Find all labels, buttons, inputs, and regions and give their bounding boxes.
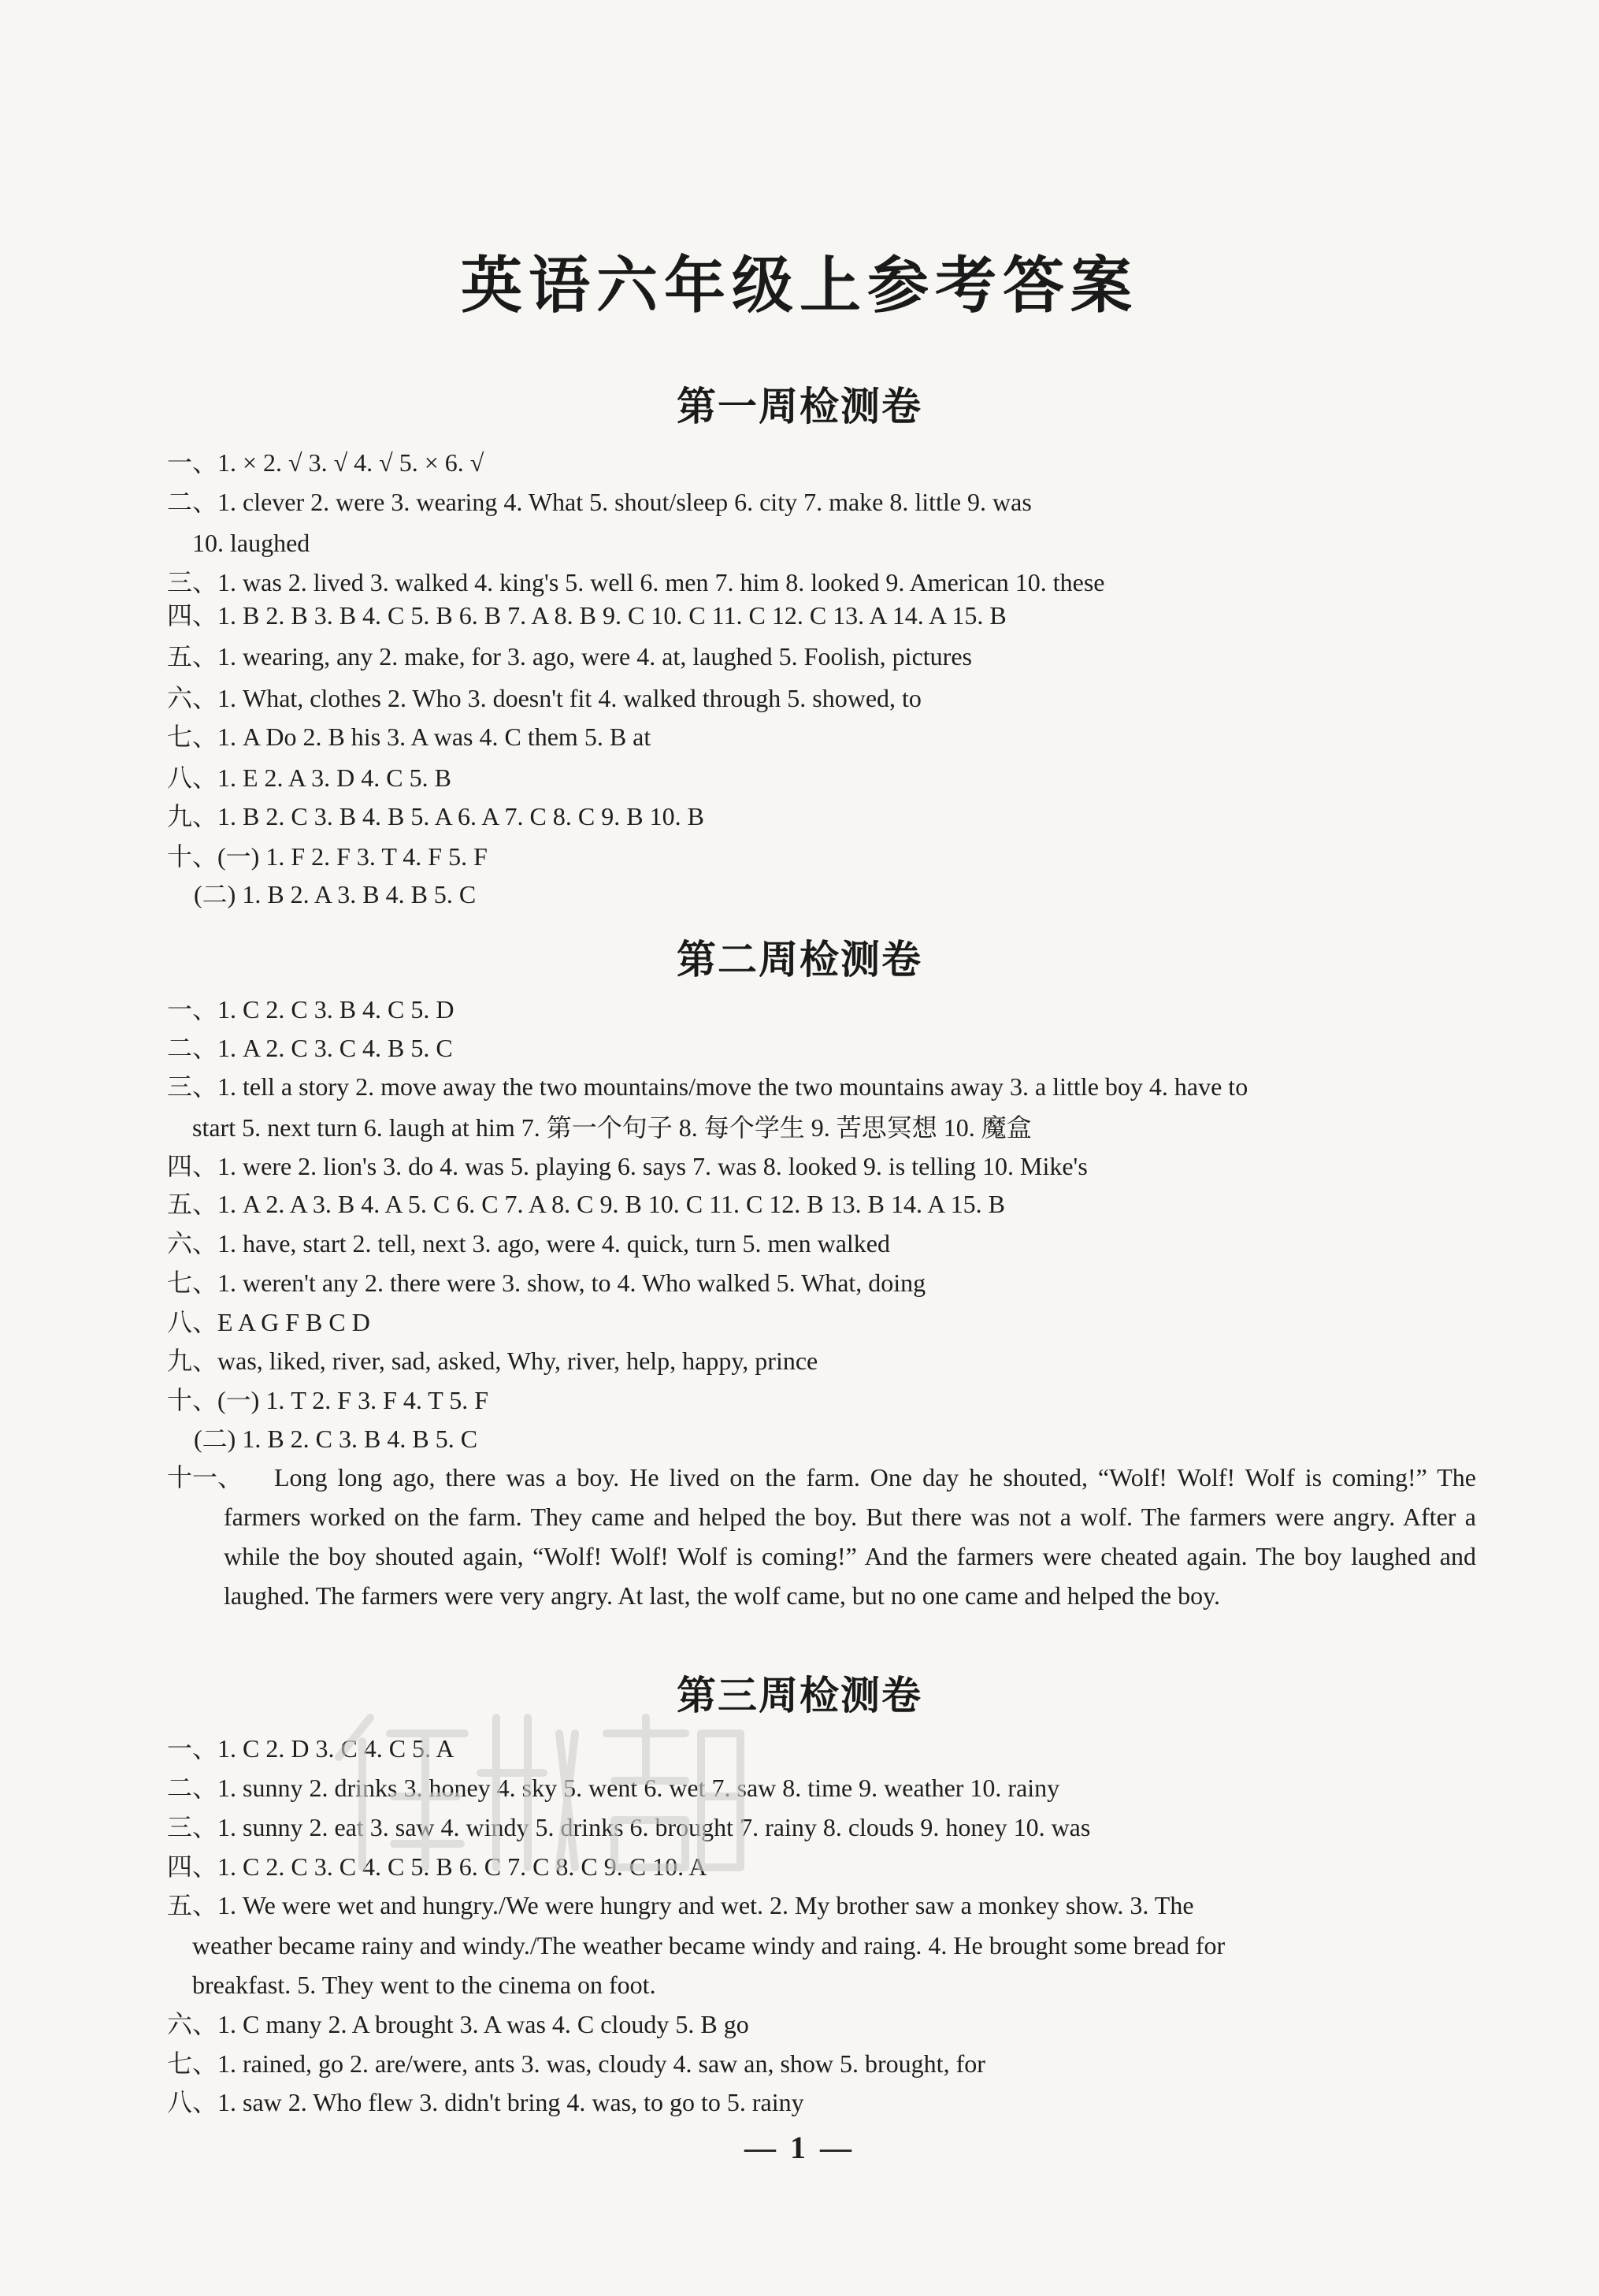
week1-line-10: 九、1. B 2. C 3. B 4. B 5. A 6. A 7. C 8. C 9. B 10. B — [167, 802, 704, 830]
week1-line-5: 四、1. B 2. B 3. B 4. C 5. B 6. B 7. A 8. B 9. C 10. C 11. C 12. C 13. A 14. A 15. B — [167, 601, 1007, 630]
week2-line-7: 六、1. have, start 2. tell, next 3. ago, were 4. quick, turn 5. men walked — [167, 1229, 890, 1258]
week1-line-1: 一、1. × 2. √ 3. √ 4. √ 5. × 6. √ — [167, 448, 484, 477]
week3-line-7: breakfast. 5. They went to the cinema on foot. — [192, 1971, 656, 1999]
page-title: 英语六年级上参考答案 — [460, 251, 1138, 321]
week3-line-3: 三、1. sunny 2. eat 3. saw 4. windy 5. drinks 6. brought 7. rainy 8. clouds 9. honey 10. was — [167, 1813, 1091, 1841]
week1-line-11: 十、(一) 1. F 2. F 3. T 4. F 5. F — [167, 842, 488, 871]
week3-line-5: 五、1. We were wet and hungry./We were hungry and wet. 2. My brother saw a monkey show. 3. The — [167, 1891, 1194, 1919]
week3-line-8: 六、1. C many 2. A brought 3. A was 4. C cloudy 5. B go — [167, 2010, 749, 2038]
week2-line-2: 二、1. A 2. C 3. C 4. B 5. C — [167, 1034, 453, 1062]
week3-line-10: 八、1. saw 2. Who flew 3. didn't bring 4. was, to go to 5. rainy — [167, 2088, 804, 2116]
week1-heading: 第一周检测卷 — [677, 383, 922, 429]
week2-line-5: 四、1. were 2. lion's 3. do 4. was 5. playing 6. says 7. was 8. looked 9. is telling 10. Mike's — [167, 1152, 1088, 1180]
week1-line-2: 二、1. clever 2. were 3. wearing 4. What 5. shout/sleep 6. city 7. make 8. little 9. was — [167, 488, 1032, 516]
week2-line-6: 五、1. A 2. A 3. B 4. A 5. C 6. C 7. A 8. C 9. B 10. C 11. C 12. B 13. B 14. A 15. B — [167, 1190, 1005, 1218]
week2-essay: Long long ago, there was a boy. He lived on the farm. One day he shouted, “Wolf! Wolf! Wolf is coming!” The farmers worked on the farm. They came and helped the boy. But there was not a wolf. The farmers were angry. After a while the boy shouted again, “Wolf! Wolf! Wolf is coming!” And the farmers were cheated again. The boy laughed and laughed. The farmers were very angry. At last, the wolf came, but no one came and helped the boy. — [224, 1463, 1476, 1610]
week1-line-7: 六、1. What, clothes 2. Who 3. doesn't fit 4. walked through 5. showed, to — [167, 684, 922, 712]
week3-heading: 第三周检测卷 — [677, 1672, 922, 1718]
week2-line-11: 十、(一) 1. T 2. F 3. F 4. T 5. F — [167, 1386, 489, 1414]
week3-line-1: 一、1. C 2. D 3. C 4. C 5. A — [167, 1734, 454, 1763]
week2-essay-label: 十一、 — [167, 1463, 243, 1492]
week2-heading: 第二周检测卷 — [677, 936, 922, 983]
week3-line-2: 二、1. sunny 2. drinks 3. honey 4. sky 5. went 6. wet 7. saw 8. time 9. weather 10. rainy — [167, 1774, 1060, 1802]
week2-line-8: 七、1. weren't any 2. there were 3. show, to 4. Who walked 5. What, doing — [167, 1269, 926, 1297]
week1-line-3: 10. laughed — [192, 529, 310, 557]
week2-line-9: 八、E A G F B C D — [167, 1308, 370, 1336]
week3-line-6: weather became rainy and windy./The weather became windy and raing. 4. He brought some bread for — [192, 1931, 1226, 1960]
week2-line-12: (二) 1. B 2. C 3. B 4. B 5. C — [194, 1425, 478, 1453]
week3-line-9: 七、1. rained, go 2. are/were, ants 3. was, cloudy 4. saw an, show 5. brought, for — [167, 2049, 985, 2078]
week2-line-10: 九、was, liked, river, sad, asked, Why, river, help, happy, prince — [167, 1347, 818, 1375]
page-number: — 1 — — [744, 2130, 855, 2165]
week2-line-4: start 5. next turn 6. laugh at him 7. 第一个句子 8. 每个学生 9. 苦思冥想 10. 魔盒 — [192, 1113, 1032, 1142]
week2-line-3: 三、1. tell a story 2. move away the two mountains/move the two mountains away 3. a little boy 4. have to — [167, 1072, 1248, 1101]
week1-line-9: 八、1. E 2. A 3. D 4. C 5. B — [167, 763, 451, 792]
week2-line-1: 一、1. C 2. C 3. B 4. C 5. D — [167, 995, 454, 1024]
week1-line-8: 七、1. A Do 2. B his 3. A was 4. C them 5. B at — [167, 723, 651, 751]
week1-line-6: 五、1. wearing, any 2. make, for 3. ago, were 4. at, laughed 5. Foolish, pictures — [167, 642, 972, 671]
week1-line-12: (二) 1. B 2. A 3. B 4. B 5. C — [194, 880, 477, 908]
week1-line-4: 三、1. was 2. lived 3. walked 4. king's 5. well 6. men 7. him 8. looked 9. American 10. these — [167, 568, 1105, 596]
week3-line-4: 四、1. C 2. C 3. C 4. C 5. B 6. C 7. C 8. C 9. C 10. A — [167, 1852, 707, 1881]
